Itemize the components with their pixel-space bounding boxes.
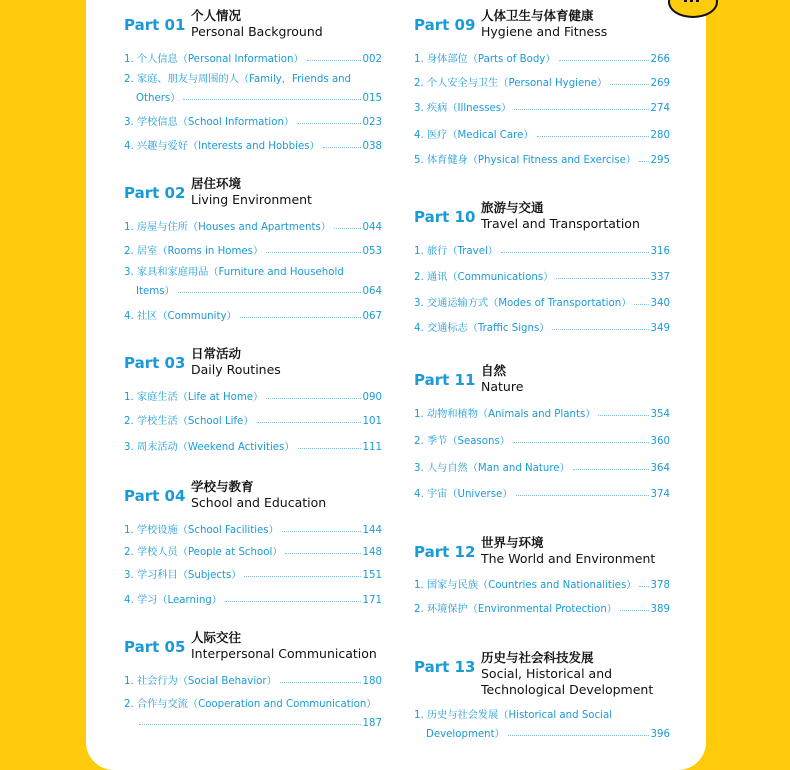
part-title-english: Living Environment (191, 192, 312, 207)
dot-leader (620, 610, 649, 611)
part-header (414, 200, 670, 240)
entry-title: 2. 学校人员（People at School） (124, 547, 283, 558)
entry-row (414, 404, 670, 420)
toc-entry[interactable] (124, 697, 382, 729)
page-number: 002 (362, 54, 382, 65)
entry-row (124, 590, 382, 606)
part-title-chinese: 个人情况 (191, 8, 242, 23)
entry-title: 3. 交通运输方式（Modes of Transportation） (414, 298, 632, 309)
entry-row (124, 306, 382, 322)
page-number: 180 (362, 676, 382, 687)
entry-row (414, 431, 670, 447)
entry-title: 2. 居室（Rooms in Homes） (124, 246, 264, 257)
page-number: 101 (362, 416, 382, 427)
entry-title: 3. 周末活动（Weekend Activities） (124, 442, 295, 453)
dot-leader (513, 442, 649, 443)
dot-leader (639, 161, 648, 162)
entry-title: 1. 社会行为（Social Behavior） (124, 676, 277, 687)
part-title-chinese: 学校与教育 (191, 479, 254, 494)
page-number: 349 (650, 323, 670, 334)
entry-row (124, 542, 382, 558)
part-titles (481, 650, 653, 698)
toc-entry[interactable] (124, 265, 382, 297)
entry-title: 3. 疾病（Illnesses） (414, 103, 512, 114)
dot-leader (298, 448, 361, 449)
part-number: Part 01 (124, 16, 186, 34)
entry-title: 4. 交通标志（Traffic Signs） (414, 323, 550, 334)
toc-entry[interactable] (414, 404, 670, 420)
part-title-english: Technological Development (481, 682, 654, 697)
toc-entry[interactable] (414, 458, 670, 474)
dot-leader (257, 422, 361, 423)
part-title-english: Hygiene and Fitness (481, 24, 608, 39)
entry-row (414, 293, 670, 309)
dot-leader (598, 415, 648, 416)
toc-entry[interactable] (414, 49, 670, 65)
entry-title: 1. 房屋与住所（Houses and Apartments） (124, 222, 331, 233)
dot-leader (225, 601, 361, 602)
toc-entry[interactable] (124, 387, 382, 403)
part-head-block (414, 8, 670, 48)
page-number: 316 (650, 246, 670, 257)
page-number: 044 (362, 222, 382, 233)
entry-title: 1. 家庭生活（Life at Home） (124, 392, 264, 403)
toc-entry[interactable] (414, 125, 670, 141)
part-head-block (124, 8, 382, 48)
part-title-chinese: 世界与环境 (481, 535, 544, 550)
toc-entry[interactable] (124, 217, 382, 233)
page-number: 111 (362, 442, 382, 453)
page-number: 266 (650, 54, 670, 65)
entry-row (124, 671, 382, 687)
part-head-block (414, 363, 670, 403)
dot-leader (552, 329, 648, 330)
entry-title: 2. 通讯（Communications） (414, 272, 554, 283)
toc-entry[interactable] (124, 411, 382, 427)
part-titles (481, 200, 640, 232)
part-number: Part 11 (414, 371, 476, 389)
entry-row (124, 136, 382, 152)
part-head-block (124, 479, 382, 519)
dot-leader (139, 724, 361, 725)
entry-title: 1. 个人信息（Personal Information） (124, 54, 304, 65)
page-number: 148 (362, 547, 382, 558)
toc-entry[interactable] (414, 318, 670, 334)
toc-entry[interactable] (124, 520, 382, 536)
toc-entry[interactable] (124, 136, 382, 152)
part-number: Part 09 (414, 16, 476, 34)
page-number: 337 (650, 272, 670, 283)
dot-leader (634, 304, 648, 305)
part-title-english: Travel and Transportation (481, 216, 640, 231)
part-header (414, 535, 670, 575)
page-number: 360 (650, 436, 670, 447)
part-titles (191, 346, 281, 378)
part-titles (481, 535, 655, 567)
part-title-english: Social, Historical and (481, 666, 613, 681)
page-number: 144 (362, 525, 382, 536)
entry-row (414, 73, 670, 89)
part-title-english: Daily Routines (191, 362, 281, 377)
part-title-english: School and Education (191, 495, 327, 510)
part-head-block (414, 535, 670, 575)
dot-leader (501, 252, 649, 253)
toc-entry[interactable] (414, 98, 670, 114)
dot-leader (183, 99, 360, 100)
page-number: 151 (362, 570, 382, 581)
entry-row (414, 458, 670, 474)
entry-row (124, 565, 382, 581)
page-number: 389 (650, 604, 670, 615)
toc-entry[interactable] (414, 484, 670, 500)
entry-title: 4. 医疗（Medical Care） (414, 130, 534, 141)
entry-title-continued: Development） (426, 729, 505, 740)
toc-entry[interactable] (414, 575, 670, 591)
page-number: 090 (362, 392, 382, 403)
part-header (124, 479, 382, 519)
part-number: Part 03 (124, 354, 186, 372)
entry-title: 2. 季节（Seasons） (414, 436, 510, 447)
entry-title: 2. 家庭、朋友与周围的人（Family，Friends and (124, 74, 352, 85)
page-number: 269 (650, 78, 670, 89)
part-number: Part 10 (414, 208, 476, 226)
part-title-chinese: 日常活动 (191, 346, 242, 361)
dot-leader (240, 317, 361, 318)
toc-entry[interactable] (124, 671, 382, 687)
part-titles (191, 8, 323, 40)
dot-leader (323, 147, 361, 148)
entry-title: 4. 社区（Community） (124, 311, 237, 322)
entry-title: 4. 宇宙（Universe） (414, 489, 513, 500)
part-number: Part 12 (414, 543, 476, 561)
entry-title: 1. 旅行（Travel） (414, 246, 498, 257)
toc-entry[interactable] (124, 49, 382, 65)
part-head-block (124, 630, 382, 670)
dot-leader (178, 292, 361, 293)
part-title-chinese: 历史与社会科技发展 (481, 650, 594, 665)
part-number: Part 04 (124, 487, 186, 505)
page-number: 354 (650, 409, 670, 420)
part-title-chinese: 旅游与交通 (481, 200, 544, 215)
dot-leader (556, 278, 648, 279)
entry-title: 3. 家具和家庭用品（Furniture and Household (124, 267, 344, 278)
toc-entry[interactable] (414, 293, 670, 309)
dot-leader (282, 531, 361, 532)
toc-entry[interactable] (414, 150, 670, 166)
page-number: 374 (650, 489, 670, 500)
dot-leader (514, 109, 648, 110)
part-title-english: Interpersonal Communication (191, 646, 377, 661)
entry-row (414, 98, 670, 114)
page-number: 023 (362, 117, 382, 128)
entry-row (414, 241, 670, 257)
part-header (124, 346, 382, 386)
dot-leader (573, 469, 649, 470)
toc-entry[interactable] (124, 590, 382, 606)
toc-entry[interactable] (414, 73, 670, 89)
page-number: 038 (362, 141, 382, 152)
part-title-chinese: 居住环境 (191, 176, 242, 191)
entry-title: 4. 学习（Learning） (124, 595, 222, 606)
part-number: Part 13 (414, 658, 476, 676)
entry-title: 2. 学校生活（School Life） (124, 416, 254, 427)
part-title-english: The World and Environment (481, 551, 656, 566)
entry-row (124, 520, 382, 536)
entry-title: 1. 身体部位（Parts of Body） (414, 54, 556, 65)
part-titles (191, 630, 377, 662)
toc-entry[interactable] (414, 599, 670, 615)
part-header (124, 630, 382, 670)
toc-entry[interactable] (414, 241, 670, 257)
page-number: 187 (362, 718, 382, 729)
toc-entry[interactable] (414, 267, 670, 283)
entry-row (414, 125, 670, 141)
page-number: 364 (650, 463, 670, 474)
entry-row (124, 411, 382, 427)
dot-leader (266, 252, 360, 253)
entry-row (414, 49, 670, 65)
entry-title: 4. 兴趣与爱好（Interests and Hobbies） (124, 141, 320, 152)
part-title-chinese: 自然 (481, 363, 507, 378)
entry-title: 1. 学校设施（School Facilities） (124, 525, 279, 536)
entry-title: 5. 体育健身（Physical Fitness and Exercise） (414, 155, 637, 166)
toc-entry[interactable] (414, 431, 670, 447)
entry-row (124, 241, 382, 257)
part-header (124, 176, 382, 216)
page-number: 053 (362, 246, 382, 257)
entry-row (414, 575, 670, 591)
entry-row (124, 281, 382, 297)
dot-leader (610, 84, 648, 85)
entry-title: 2. 合作与交流（Cooperation and Communication） (124, 699, 377, 710)
part-head-block (124, 176, 382, 216)
part-header (124, 8, 382, 48)
toc-entry[interactable] (124, 542, 382, 558)
part-titles (191, 176, 312, 208)
part-titles (481, 363, 523, 395)
page-number: 378 (650, 580, 670, 591)
part-number: Part 05 (124, 638, 186, 656)
part-title-english: Nature (481, 379, 524, 394)
part-title-chinese: 人体卫生与体育健康 (481, 8, 594, 23)
entry-title: 1. 历史与社会发展（Historical and Social (414, 710, 613, 721)
entry-title: 2. 环境保护（Environmental Protection） (414, 604, 617, 615)
toc-entry[interactable] (124, 565, 382, 581)
part-title-chinese: 人际交往 (191, 630, 242, 645)
dot-leader (266, 398, 360, 399)
entry-row (124, 387, 382, 403)
part-head-block (124, 346, 382, 386)
dot-leader (280, 682, 361, 683)
page-number: 067 (362, 311, 382, 322)
dot-leader (639, 586, 648, 587)
page-number: 274 (650, 103, 670, 114)
entry-row (414, 267, 670, 283)
page-number: 015 (362, 93, 382, 104)
dot-leader (516, 495, 649, 496)
part-header (414, 650, 670, 697)
page-number: 171 (362, 595, 382, 606)
dot-leader (307, 60, 361, 61)
toc-entry[interactable] (124, 112, 382, 128)
entry-title: 3. 人与自然（Man and Nature） (414, 463, 570, 474)
page-number: 064 (362, 286, 382, 297)
dot-leader (508, 735, 649, 736)
part-titles (191, 479, 326, 511)
dot-leader (297, 123, 360, 124)
toc-entry[interactable] (124, 241, 382, 257)
entry-title: 1. 国家与民族（Countries and Nationalities） (414, 580, 637, 591)
dot-leader (537, 136, 649, 137)
part-title-english: Personal Background (191, 24, 323, 39)
part-header (414, 363, 670, 403)
page-number: 340 (650, 298, 670, 309)
entry-title: 3. 学习科目（Subjects） (124, 570, 242, 581)
part-titles (481, 8, 607, 40)
entry-row (124, 437, 382, 453)
part-head-block (414, 200, 670, 240)
entry-title: 3. 学校信息（School Information） (124, 117, 295, 128)
dot-leader (244, 576, 360, 577)
toc-entry[interactable] (124, 437, 382, 453)
part-head-block (414, 650, 670, 697)
part-number: Part 02 (124, 184, 186, 202)
entry-row (414, 599, 670, 615)
toc-entry[interactable] (414, 708, 670, 740)
entry-title: 2. 个人安全与卫生（Personal Hygiene） (414, 78, 608, 89)
entry-row (414, 484, 670, 500)
entry-row (124, 49, 382, 65)
part-header (414, 8, 670, 48)
entry-row (414, 318, 670, 334)
page-number: 295 (650, 155, 670, 166)
entry-row (124, 112, 382, 128)
toc-entry[interactable] (124, 72, 382, 104)
dot-leader (285, 553, 360, 554)
entry-row (124, 88, 382, 104)
entry-row (414, 150, 670, 166)
page-number: 396 (650, 729, 670, 740)
entry-row (124, 217, 382, 233)
entry-title-continued: Others） (136, 93, 181, 104)
entry-title-continued: Items） (136, 286, 175, 297)
entry-title: 1. 动物和植物（Animals and Plants） (414, 409, 596, 420)
toc-entry[interactable] (124, 306, 382, 322)
dot-leader (559, 60, 649, 61)
dot-leader (334, 228, 361, 229)
page-number: 280 (650, 130, 670, 141)
entry-row (124, 713, 382, 729)
